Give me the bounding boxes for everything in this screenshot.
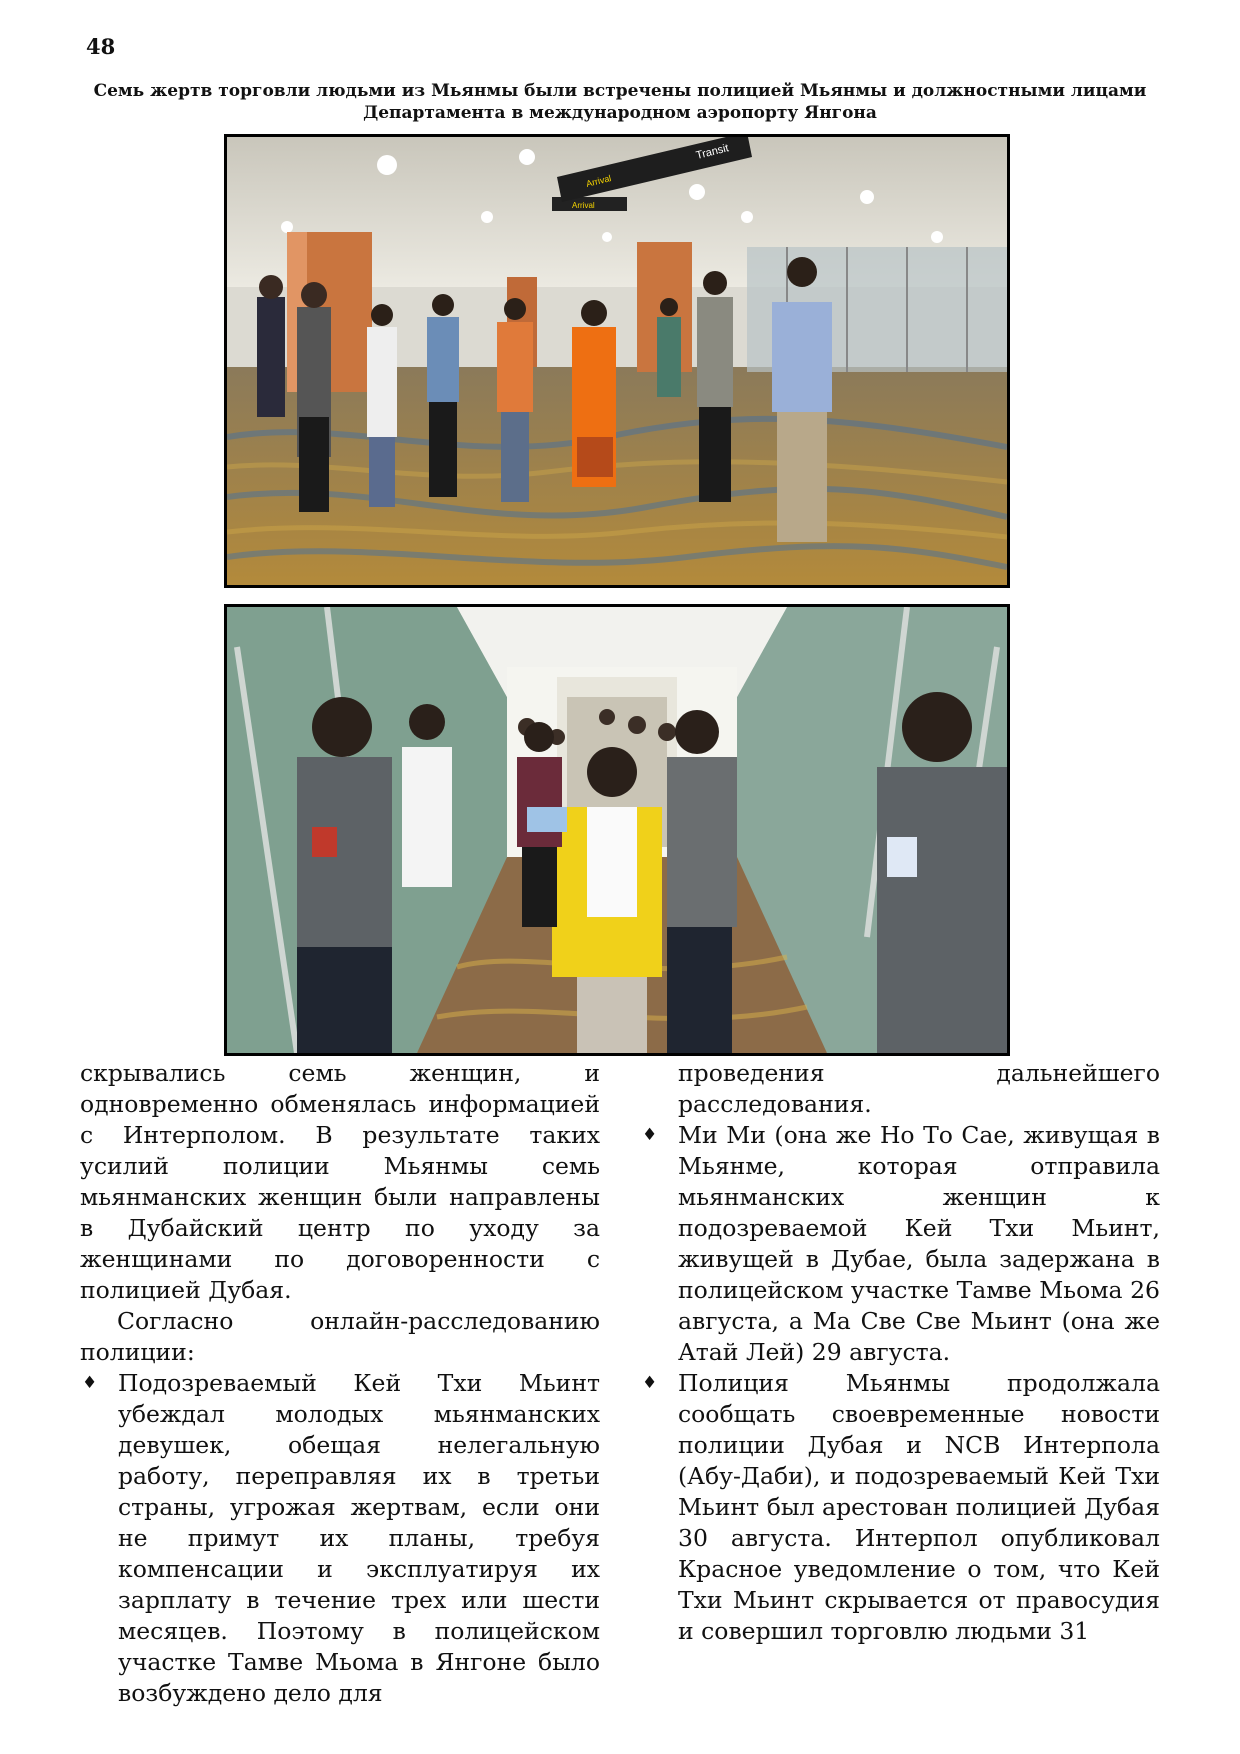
sign-arrival-2: Arrival [572,201,595,210]
right-bullet-2-text: Полиция Мьянмы продолжала сообщать своевременные новости полиции Дубая и NCB Интерпола (Абу-Даби), и подозреваемый Кей Тхи Мьинт был арестован полицией Дубая 30 августа. Интерпол опубликовал Красное уведомление о том, что Кей Тхи Мьинт скрывается от правосудия и совершил торговлю людьми 31 [678,1369,1160,1645]
right-continuation [640,1058,1160,1120]
left-paragraph-1: скрывались семь женщин, и одновременно обменялась информацией с Интерполом. В результате таких усилий полиции Мьянмы семь мьянманских женщин были направлены в Дубайский центр по уходу за женщинами по договоренности с полицией Дубая. [80,1059,600,1304]
left-column [80,1058,600,1709]
right-bullet-1 [640,1120,1160,1368]
right-bullet-2 [640,1368,1160,1647]
airport-hall-photo [224,134,1010,588]
left-paragraph-2: Согласно онлайн-расследованию полиции: [80,1307,600,1366]
page-number: 48 [86,34,116,59]
left-bullet-1-text: Подозреваемый Кей Тхи Мьинт убеждал молодых мьянманских девушек, обещая нелегальную работу, переправляя их в третьи страны, угрожая жертвам, если они не примут их планы, требуя компенсации и эксплуатируя их зарплату в течение трех или шести месяцев. Поэтому в полицейском участке Тамве Мьома в Янгоне было возбуждено дело для [118,1369,600,1707]
right-bullet-1-text: Ми Ми (она же Но То Сае, живущая в Мьянме, которая отправила мьянманских женщин к подозреваемой Кей Тхи Мьинт, живущей в Дубае, была задержана в полицейском участке Тамве Мьома 26 августа, а Ма Све Све Мьинт (она же Атай Лей) 29 августа. [678,1121,1160,1366]
photo-caption: Семь жертв торговли людьми из Мьянмы были встречены полицией Мьянмы и должностными лицами Департамента в международном аэропорту Янгона [93,81,1147,123]
bullet-diamond-icon: ♦ [642,1373,658,1393]
sign-arrival: Arrival [585,173,613,189]
right-column [640,1058,1160,1647]
jet-bridge-photo [224,604,1010,1056]
left-bullet-1 [80,1368,600,1709]
bullet-diamond-icon: ♦ [82,1373,98,1393]
bullet-diamond-icon: ♦ [642,1125,658,1145]
sign-transit: Transit [694,142,730,162]
right-continuation-text: проведения дальнейшего расследования. [678,1059,1160,1118]
